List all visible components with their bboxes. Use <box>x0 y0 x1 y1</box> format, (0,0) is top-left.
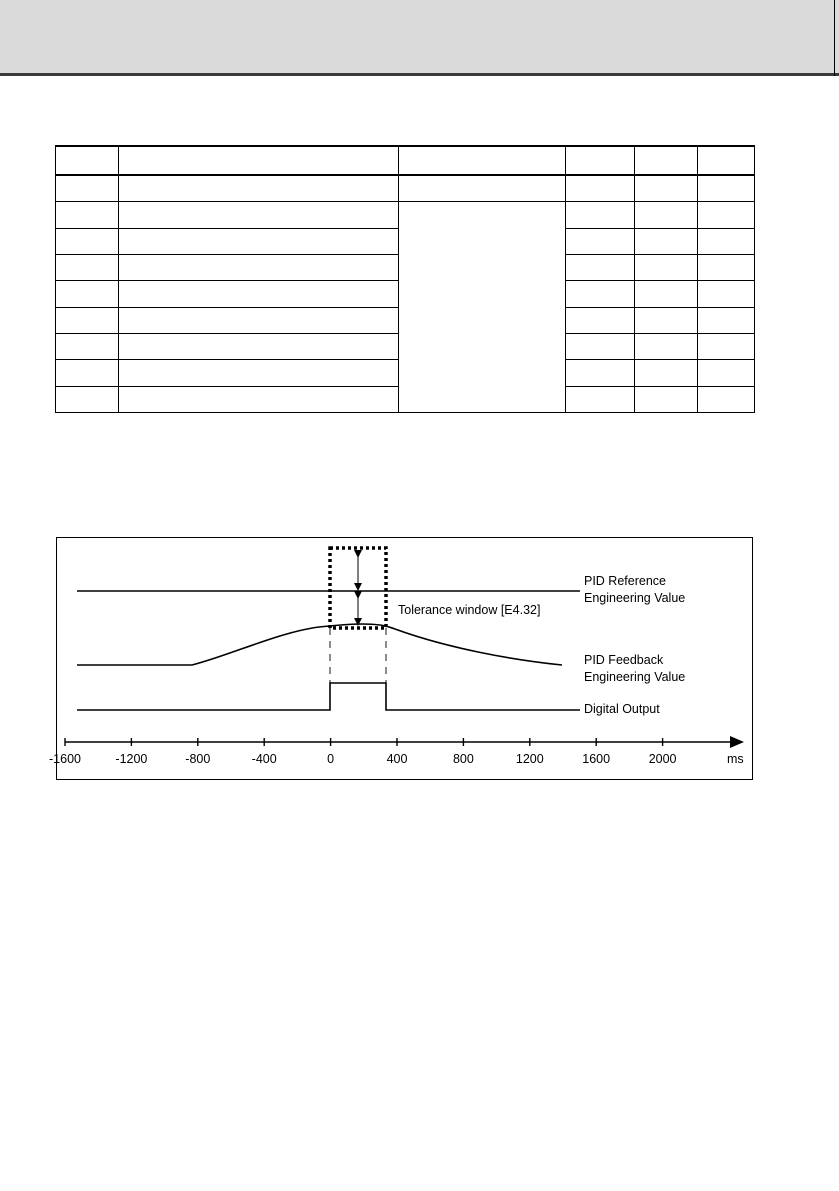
table-header-cell <box>399 146 566 175</box>
table-cell <box>119 307 399 333</box>
table-row <box>56 202 755 228</box>
table-cell <box>399 175 566 202</box>
table-cell <box>635 228 698 254</box>
timing-diagram <box>49 537 753 780</box>
table-cell <box>698 175 755 202</box>
table-cell <box>56 281 119 307</box>
table-cell <box>119 333 399 359</box>
table-cell <box>119 360 399 386</box>
table-cell <box>635 307 698 333</box>
table-header-cell <box>56 146 119 175</box>
table-cell <box>698 333 755 359</box>
table-merged-cell <box>399 202 566 413</box>
table-cell <box>566 333 635 359</box>
parameter-table <box>55 145 755 413</box>
table-cell <box>635 175 698 202</box>
time-axis-arrow-icon <box>730 736 744 748</box>
table-cell <box>56 228 119 254</box>
table-cell <box>56 175 119 202</box>
table-header-cell <box>119 146 399 175</box>
digital-output-signal <box>77 683 580 710</box>
table-cell <box>56 254 119 280</box>
reference-label-line2: Engineering Value <box>584 591 686 605</box>
table-cell <box>698 360 755 386</box>
table-cell <box>698 254 755 280</box>
table-header-row <box>56 146 755 175</box>
table-cell <box>566 386 635 412</box>
table-cell <box>56 202 119 228</box>
table-cell <box>698 307 755 333</box>
table-cell <box>635 202 698 228</box>
table-header-cell <box>566 146 635 175</box>
axis-tick-label: 1200 <box>515 752 544 766</box>
table-cell <box>635 386 698 412</box>
table-cell <box>635 333 698 359</box>
table-row <box>56 175 755 202</box>
table-cell <box>635 281 698 307</box>
tolerance-label: Tolerance window [E4.32] <box>398 603 541 617</box>
table-cell <box>698 202 755 228</box>
table-header-cell <box>635 146 698 175</box>
axis-tick-label: -800 <box>185 752 211 766</box>
table-cell <box>119 228 399 254</box>
pid-feedback-curve <box>77 624 562 665</box>
table-cell <box>56 386 119 412</box>
table-cell <box>698 386 755 412</box>
table-cell <box>566 281 635 307</box>
table-cell <box>566 307 635 333</box>
axis-tick-label: 800 <box>452 752 474 766</box>
axis-tick-label: 2000 <box>648 752 677 766</box>
axis-tick-label: -1600 <box>49 752 81 766</box>
axis-tick-label: -400 <box>251 752 277 766</box>
table-header-cell <box>698 146 755 175</box>
axis-tick-label: 1600 <box>582 752 611 766</box>
feedback-label-line1: PID Feedback <box>584 653 664 667</box>
table-cell <box>56 360 119 386</box>
table-cell <box>119 202 399 228</box>
time-axis-unit: ms <box>727 752 744 766</box>
table-cell <box>566 254 635 280</box>
axis-tick-label: -1200 <box>115 752 148 766</box>
table-cell <box>56 333 119 359</box>
table-cell <box>119 281 399 307</box>
table-cell <box>566 360 635 386</box>
table-cell <box>635 360 698 386</box>
table-cell <box>635 254 698 280</box>
page-header-band <box>0 0 839 73</box>
digital-output-label: Digital Output <box>584 702 660 716</box>
axis-tick-label: 0 <box>327 752 335 766</box>
table-cell <box>566 228 635 254</box>
table-cell <box>566 202 635 228</box>
page-header-rule <box>0 73 839 76</box>
table-cell <box>119 254 399 280</box>
table-cell <box>698 228 755 254</box>
axis-tick-label: 400 <box>386 752 408 766</box>
table-cell <box>566 175 635 202</box>
table-cell <box>56 307 119 333</box>
table-cell <box>119 175 399 202</box>
table-cell <box>119 386 399 412</box>
feedback-label-line2: Engineering Value <box>584 670 686 684</box>
page-margin-line <box>834 0 835 76</box>
reference-label-line1: PID Reference <box>584 574 666 588</box>
timing-diagram-svg <box>49 538 754 781</box>
table-cell <box>698 281 755 307</box>
